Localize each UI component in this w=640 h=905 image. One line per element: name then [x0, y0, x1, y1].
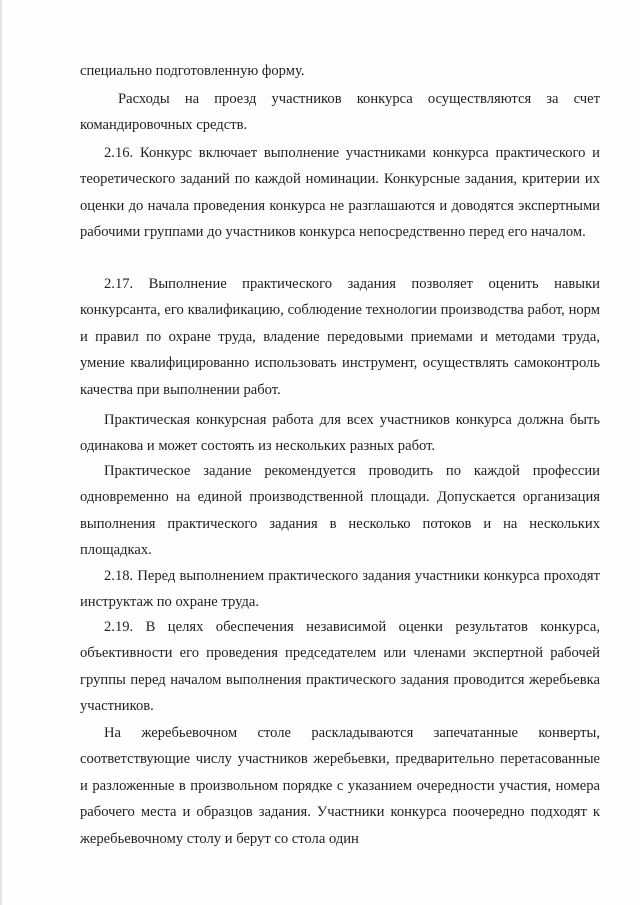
paragraph-travel-expenses: Расходы на проезд участников конкурса осуществляются за счет командировочных средств. — [80, 91, 600, 134]
paragraph-2-19: 2.19. В целях обеспечения независимой оценки результатов конкурса, объективности его проведения председателем или членами экспертной рабочей группы перед началом выполнения практического задания проводится жеребьевка участников. — [80, 619, 600, 715]
paragraph-practical-work: Практическая конкурсная работа для всех участников конкурса должна быть одинакова и может состоять из нескольких разных работ. — [80, 412, 600, 455]
page-edge-shadow — [0, 0, 2, 905]
paragraph-2-16: 2.16. Конкурс включает выполнение участниками конкурса практического и теоретического заданий по каждой номинации. Конкурсные задания, критерии их оценки до начала проведения конкурса не разглашаются и доводятся экспертными рабочими группами до участников конкурса непосредственно перед его началом. — [80, 145, 600, 241]
paragraph-2-17: 2.17. Выполнение практического задания позволяет оценить навыки конкурсанта, его квалификацию, соблюдение технологии производства работ, норм и правил по охране труда, владение передовыми приемами и методами труда, умение квалифицированно использовать инструмент, осуществлять самоконтроль качества при выполнении работ. — [80, 276, 600, 398]
paragraph-practical-task: Практическое задание рекомендуется проводить по каждой профессии одновременно на единой производственной площади. Допускается организация выполнения практического задания в несколько потоков и на нескольких площадках. — [80, 463, 600, 559]
paragraph-2-18: 2.18. Перед выполнением практического задания участники конкурса проходят инструктаж по охране труда. — [80, 568, 600, 611]
paragraph-draw-table: На жеребьевочном столе раскладываются запечатанные конверты, соответствующие числу участников жеребьевки, предварительно перетасованные и разложенные в произвольном порядке с указанием очередности участия, номера рабочего места и образцов задания. Участники конкурса поочередно подходят к жеребьевочному столу и берут со стола один — [80, 725, 600, 847]
paragraph-continuation: специально подготовленную форму. — [80, 63, 305, 79]
